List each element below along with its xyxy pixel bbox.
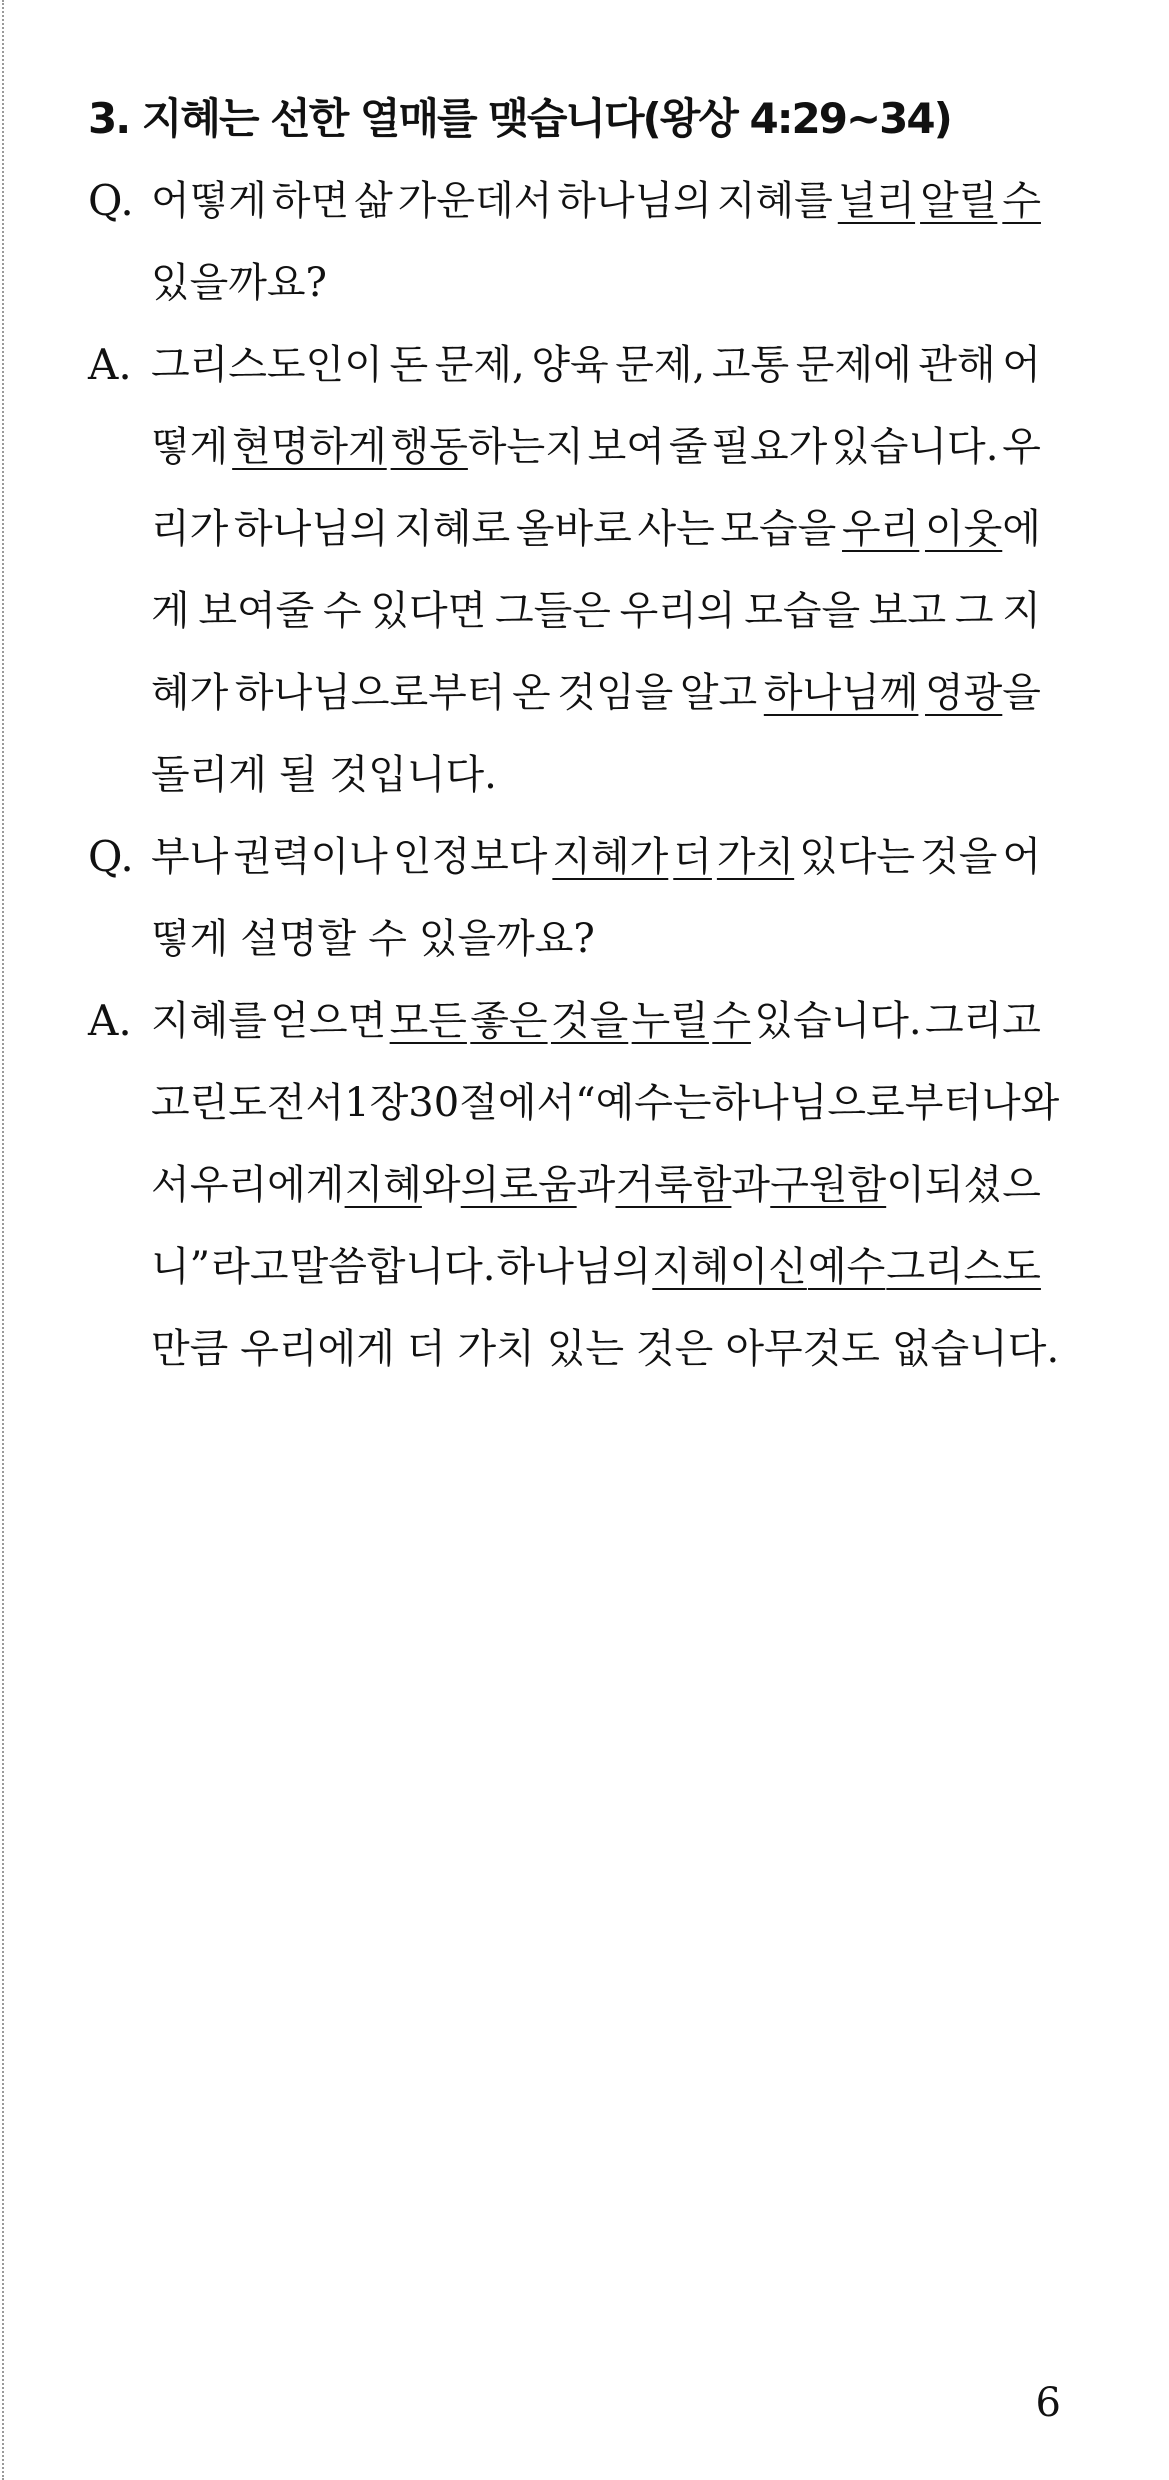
word xyxy=(955,570,994,652)
text-line xyxy=(151,160,1041,242)
text-segment: 말씀합니다. xyxy=(289,1244,496,1290)
word xyxy=(398,160,553,242)
text-segment: 보고 xyxy=(868,588,947,634)
word xyxy=(516,488,632,570)
word xyxy=(1002,324,1041,406)
underlined-text: 더 xyxy=(673,834,712,880)
word xyxy=(370,570,486,652)
text-segment: 이 xyxy=(886,1162,925,1208)
text-segment: 모습을 xyxy=(720,506,837,552)
text-segment: 그 xyxy=(954,588,994,634)
word xyxy=(925,488,1041,570)
text-segment: 와 xyxy=(421,1162,461,1208)
text-segment: 양육 xyxy=(531,342,609,388)
text-segment: 지혜로 xyxy=(394,506,511,552)
underlined-text: 의로움 xyxy=(460,1162,577,1208)
text-segment: 설명할 xyxy=(240,916,357,962)
qa-block-4 xyxy=(88,980,1088,1390)
text-line xyxy=(151,652,1041,734)
word xyxy=(616,1144,771,1226)
word xyxy=(151,1062,344,1144)
word xyxy=(552,816,668,898)
text-line xyxy=(151,816,1041,898)
word xyxy=(323,570,362,652)
text-segment: 어떻게 xyxy=(151,178,267,224)
text-segment: 줄 xyxy=(668,424,708,470)
word xyxy=(151,1226,210,1308)
text-line xyxy=(151,570,1041,652)
text-line xyxy=(151,898,1041,980)
underlined-text: 가치 xyxy=(716,834,795,880)
text-segment: 있다는 xyxy=(799,834,916,880)
word xyxy=(620,570,736,652)
word xyxy=(925,1144,1041,1226)
text-segment: 모습을 xyxy=(744,588,861,634)
text-segment: 문제, xyxy=(615,342,706,388)
text-line xyxy=(151,1226,1041,1308)
underlined-text: 영광 xyxy=(925,670,1003,716)
word xyxy=(419,898,595,980)
word xyxy=(240,1308,395,1390)
word xyxy=(435,324,525,406)
word xyxy=(744,570,860,652)
underlined-text: 이웃 xyxy=(924,506,1003,552)
text-segment: 30절에서 xyxy=(408,1080,576,1126)
text-segment: 떻게 xyxy=(151,424,229,470)
text-line xyxy=(151,324,1041,406)
word xyxy=(869,570,946,652)
word xyxy=(151,324,383,406)
word xyxy=(151,734,267,816)
word xyxy=(234,488,389,570)
word xyxy=(925,980,1041,1062)
text-segment: 그들은 xyxy=(495,588,611,634)
word xyxy=(240,898,356,980)
word xyxy=(808,1226,885,1308)
word xyxy=(290,1226,496,1308)
underlined-text: 행동 xyxy=(390,424,468,470)
text-segment: 것입니다. xyxy=(329,752,497,798)
word xyxy=(198,570,314,652)
word xyxy=(799,816,915,898)
word xyxy=(151,980,267,1062)
word xyxy=(211,1226,288,1308)
text-segment: 얻으면 xyxy=(270,998,387,1044)
word xyxy=(344,1062,408,1144)
text-segment: 있을까요? xyxy=(418,916,595,962)
text-segment: 있을까요? xyxy=(151,260,328,306)
qa-block-1 xyxy=(88,160,1088,324)
underlined-text: 알릴 xyxy=(920,178,998,224)
text-segment: 만큼 xyxy=(151,1326,229,1372)
word xyxy=(151,1308,228,1390)
text-line xyxy=(151,488,1041,570)
text-segment: 우리의 xyxy=(619,588,736,634)
word xyxy=(457,1308,534,1390)
word xyxy=(892,1308,1059,1390)
qa-lines xyxy=(88,816,1088,980)
word xyxy=(279,734,318,816)
word xyxy=(151,1144,190,1226)
word xyxy=(770,1144,925,1226)
text-segment: 어 xyxy=(1002,834,1041,880)
word xyxy=(711,406,827,488)
text-segment: 그리고 xyxy=(925,998,1041,1044)
text-segment: 없습니다. xyxy=(891,1326,1060,1372)
text-segment: 있습니다. xyxy=(754,998,922,1044)
text-segment: 돌리게 xyxy=(151,752,267,798)
text-segment: 가치 xyxy=(457,1326,535,1372)
text-segment: 그리스도인이 xyxy=(151,342,383,388)
word xyxy=(368,898,407,980)
text-segment: 지혜를 xyxy=(716,178,833,224)
text-segment: 지 xyxy=(1002,588,1041,634)
text-segment: 니” xyxy=(151,1244,211,1290)
word xyxy=(151,406,228,488)
word xyxy=(712,980,751,1062)
underlined-text: 현명하게 xyxy=(232,424,387,470)
word xyxy=(831,406,998,488)
word xyxy=(636,1308,713,1390)
text-segment: 혜가 xyxy=(151,670,229,716)
text-segment: 더 xyxy=(406,1326,446,1372)
text-segment: 을 xyxy=(1002,670,1041,716)
word xyxy=(151,242,327,324)
word xyxy=(531,324,608,406)
word xyxy=(725,1308,880,1390)
text-segment: 것임을 xyxy=(557,670,674,716)
word xyxy=(233,816,388,898)
text-segment: 보여 xyxy=(587,424,665,470)
text-segment: 떻게 xyxy=(151,916,229,962)
word xyxy=(470,980,547,1062)
text-line xyxy=(151,406,1041,488)
text-segment: 1장 xyxy=(344,1080,409,1126)
word xyxy=(720,488,836,570)
word xyxy=(407,1308,446,1390)
word xyxy=(842,488,919,570)
word xyxy=(547,1308,624,1390)
text-segment: 하나님으로부터 xyxy=(711,1080,982,1126)
word xyxy=(838,160,915,242)
word xyxy=(151,816,228,898)
word xyxy=(151,570,190,652)
word xyxy=(151,488,228,570)
text-segment: 부나 xyxy=(151,834,229,880)
underlined-text: 거룩함 xyxy=(615,1162,732,1208)
text-line xyxy=(151,242,1041,324)
text-segment: 수 xyxy=(323,588,362,634)
word xyxy=(1002,570,1041,652)
word xyxy=(232,406,387,488)
text-segment: 온 xyxy=(512,670,551,716)
underlined-text: 하나님께 xyxy=(763,670,919,716)
underlined-text: 수 xyxy=(1002,178,1041,224)
word xyxy=(1002,406,1041,488)
text-segment: 관해 xyxy=(918,342,996,388)
text-segment: “예수는 xyxy=(575,1080,712,1126)
word xyxy=(673,816,712,898)
word xyxy=(920,160,997,242)
qa-lines xyxy=(88,160,1088,324)
underlined-text: 누릴 xyxy=(631,998,709,1044)
question-marker: Q. xyxy=(88,176,134,225)
underlined-text: 예수 xyxy=(807,1244,886,1290)
text-line xyxy=(151,1144,1041,1226)
word xyxy=(637,488,714,570)
word xyxy=(512,652,551,734)
word xyxy=(575,1062,711,1144)
text-segment: 고린도전서 xyxy=(151,1080,345,1126)
word xyxy=(557,652,673,734)
word xyxy=(886,1226,1041,1308)
text-segment: 알고 xyxy=(679,670,758,716)
text-line xyxy=(151,1308,1060,1390)
underlined-text: 좋은 xyxy=(470,998,548,1044)
text-segment: 하는지 xyxy=(467,424,584,470)
word xyxy=(982,1062,1059,1144)
word xyxy=(270,980,386,1062)
word xyxy=(393,816,548,898)
text-segment: 있습니다. xyxy=(831,424,999,470)
text-segment: 하면 xyxy=(271,178,350,224)
text-segment: 것을 xyxy=(920,834,998,880)
word xyxy=(345,1144,461,1226)
word xyxy=(497,1226,652,1308)
word xyxy=(918,324,995,406)
text-segment: 하나님의 xyxy=(233,506,389,552)
text-segment: 서 xyxy=(151,1162,190,1208)
text-segment: 돈 xyxy=(389,342,429,388)
text-segment: 사는 xyxy=(637,506,715,552)
word xyxy=(408,1062,575,1144)
word xyxy=(151,160,267,242)
text-segment: 지혜를 xyxy=(151,998,267,1044)
qa-lines xyxy=(88,980,1088,1390)
word xyxy=(391,406,584,488)
word xyxy=(717,160,833,242)
underlined-text: 지혜가 xyxy=(552,834,669,880)
text-segment: 하나님의 xyxy=(557,178,712,224)
text-segment: 수 xyxy=(368,916,407,962)
underlined-text: 지혜 xyxy=(344,1162,422,1208)
text-segment: 올바로 xyxy=(515,506,632,552)
word xyxy=(557,160,712,242)
answer-marker: A. xyxy=(88,996,132,1045)
text-segment: 게 xyxy=(151,588,190,634)
answer-marker: A. xyxy=(88,340,132,389)
word xyxy=(1002,816,1041,898)
word xyxy=(235,652,505,734)
word xyxy=(588,406,665,488)
word xyxy=(615,324,705,406)
text-segment: 하나님의 xyxy=(496,1244,652,1290)
word xyxy=(652,1226,807,1308)
underlined-text: 것을 xyxy=(550,998,629,1044)
word xyxy=(390,980,467,1062)
text-segment: 고통 xyxy=(711,342,790,388)
word xyxy=(330,734,497,816)
word xyxy=(796,324,912,406)
underlined-text: 구원함 xyxy=(770,1162,887,1208)
text-segment: 되셨으 xyxy=(925,1162,1041,1208)
word xyxy=(1002,160,1041,242)
text-segment: 리가 xyxy=(151,506,229,552)
text-segment: 될 xyxy=(278,752,318,798)
underlined-text: 우리 xyxy=(842,506,920,552)
text-line xyxy=(151,734,1041,816)
word xyxy=(712,1062,982,1144)
word xyxy=(669,406,708,488)
text-segment: 것은 xyxy=(636,1326,714,1372)
text-line xyxy=(151,1062,1060,1144)
word xyxy=(151,652,228,734)
text-segment: 우리에게 xyxy=(189,1162,345,1208)
word xyxy=(680,652,757,734)
text-segment: 아무것도 xyxy=(725,1326,880,1372)
text-segment: 어 xyxy=(1002,342,1041,388)
word xyxy=(389,324,428,406)
underlined-text: 지혜이신 xyxy=(652,1244,807,1290)
qa-block-3 xyxy=(88,816,1088,980)
word xyxy=(354,160,393,242)
text-segment: 인정보다 xyxy=(392,834,548,880)
word xyxy=(190,1144,345,1226)
underlined-text: 널리 xyxy=(837,178,916,224)
text-segment: 문제, xyxy=(434,342,525,388)
word xyxy=(717,816,794,898)
word xyxy=(754,980,921,1062)
text-segment: 문제에 xyxy=(795,342,912,388)
text-segment: 우 xyxy=(1002,424,1041,470)
text-line xyxy=(151,980,1041,1062)
underlined-text: 그리스도 xyxy=(886,1244,1041,1290)
underlined-text: 수 xyxy=(712,998,751,1044)
text-segment: 라고 xyxy=(211,1244,289,1290)
underlined-text: 모든 xyxy=(389,998,467,1044)
word xyxy=(632,980,709,1062)
word xyxy=(712,324,789,406)
text-segment: 가운데서 xyxy=(397,178,553,224)
text-segment: 나와 xyxy=(981,1080,1060,1126)
word xyxy=(461,1144,616,1226)
text-segment: 에 xyxy=(1002,506,1041,552)
text-segment: 필요가 xyxy=(711,424,828,470)
qa-block-2 xyxy=(88,324,1088,816)
text-segment: 보여줄 xyxy=(198,588,315,634)
qa-lines xyxy=(88,324,1088,816)
text-segment: 하나님으로부터 xyxy=(234,670,506,716)
text-segment: 우리에게 xyxy=(240,1326,395,1372)
word xyxy=(925,652,1041,734)
text-segment: 권력이나 xyxy=(233,834,388,880)
word xyxy=(551,980,628,1062)
word xyxy=(151,898,228,980)
text-segment: 삶 xyxy=(354,178,393,224)
question-marker: Q. xyxy=(88,832,134,881)
word xyxy=(394,488,510,570)
text-segment: 있는 xyxy=(546,1326,625,1372)
text-segment: 있다면 xyxy=(370,588,487,634)
text-segment: 과 xyxy=(731,1162,771,1208)
page-number: 6 xyxy=(1035,2380,1061,2426)
text-segment: 과 xyxy=(576,1162,616,1208)
word xyxy=(920,816,997,898)
word xyxy=(272,160,349,242)
word xyxy=(764,652,919,734)
section-heading: 3. 지혜는 선한 열매를 맺습니다(왕상 4:29~34) xyxy=(88,94,951,143)
word xyxy=(495,570,611,652)
